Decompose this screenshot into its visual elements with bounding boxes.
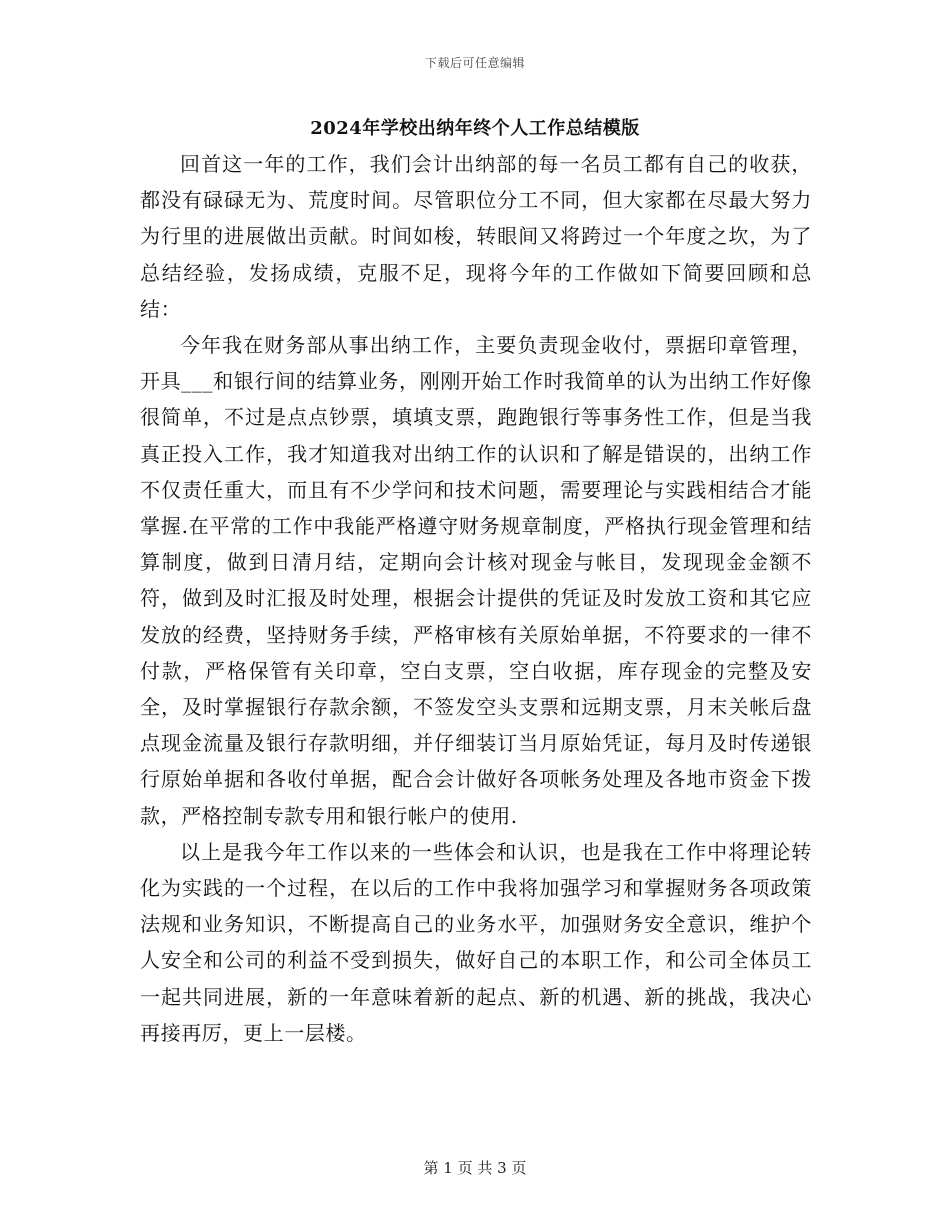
paragraph-duties: 今年我在财务部从事出纳工作，主要负责现金收付，票据印章管理，开具___和银行间的结算业务，刚刚开始工作时我简单的认为出纳工作好像很简单，不过是点点钞票，填填支票，跑跑银行等事务性工作，但是当我真正投入工作，我才知道我对出纳工作的认识和了解是错误的，出纳工作不仅责任重大，而且有不少学问和技术问题，需要理论与实践相结合才能掌握.在平常的工作中我能严格遵守财务规章制度，严格执行现金管理和结算制度，做到日清月结，定期向会计核对现金与帐目，发现现金金额不符，做到及时汇报及时处理，根据会计提供的凭证及时发放工资和其它应发放的经费，坚持财务手续，严格审核有关原始单据，不符要求的一律不付款，严格保管有关印章，空白支票，空白收据，库存现金的完整及安全，及时掌握银行存款余额，不签发空头支票和远期支票，月末关帐后盘点现金流量及银行存款明细，并仔细装订当月原始凭证，每月及时传递银行原始单据和各收付单据，配合会计做好各项帐务处理及各地市资金下拨款，严格控制专款专用和银行帐户的使用. [140, 333, 812, 828]
header-note: 下载后可任意编辑 [424, 56, 525, 70]
paragraph-conclusion: 以上是我今年工作以来的一些体会和认识，也是我在工作中将理论转化为实践的一个过程，在以后的工作中我将加强学习和掌握财务各项政策法规和业务知识，不断提高自己的业务水平，加强财务安全意识，维护个人安全和公司的利益不受到损失，做好自己的本职工作，和公司全体员工一起共同进展，新的一年意味着新的起点、新的机遇、新的挑战，我决心再接再厉，更上一层楼。 [140, 839, 812, 1045]
document-title: 2024年学校出纳年终个人工作总结模版 [310, 118, 640, 139]
document-body [140, 146, 812, 1051]
paragraph-intro: 回首这一年的工作，我们会计出纳部的每一名员工都有自己的收获，都没有碌碌无为、荒度时间。尽管职位分工不同，但大家都在尽最大努力为行里的进展做出贡献。时间如梭，转眼间又将跨过一个年度之坎，为了总结经验，发扬成绩，克服不足，现将今年的工作做如下简要回顾和总结： [140, 152, 812, 321]
page-number-footer: 第 1 页 共 3 页 [423, 1159, 527, 1177]
